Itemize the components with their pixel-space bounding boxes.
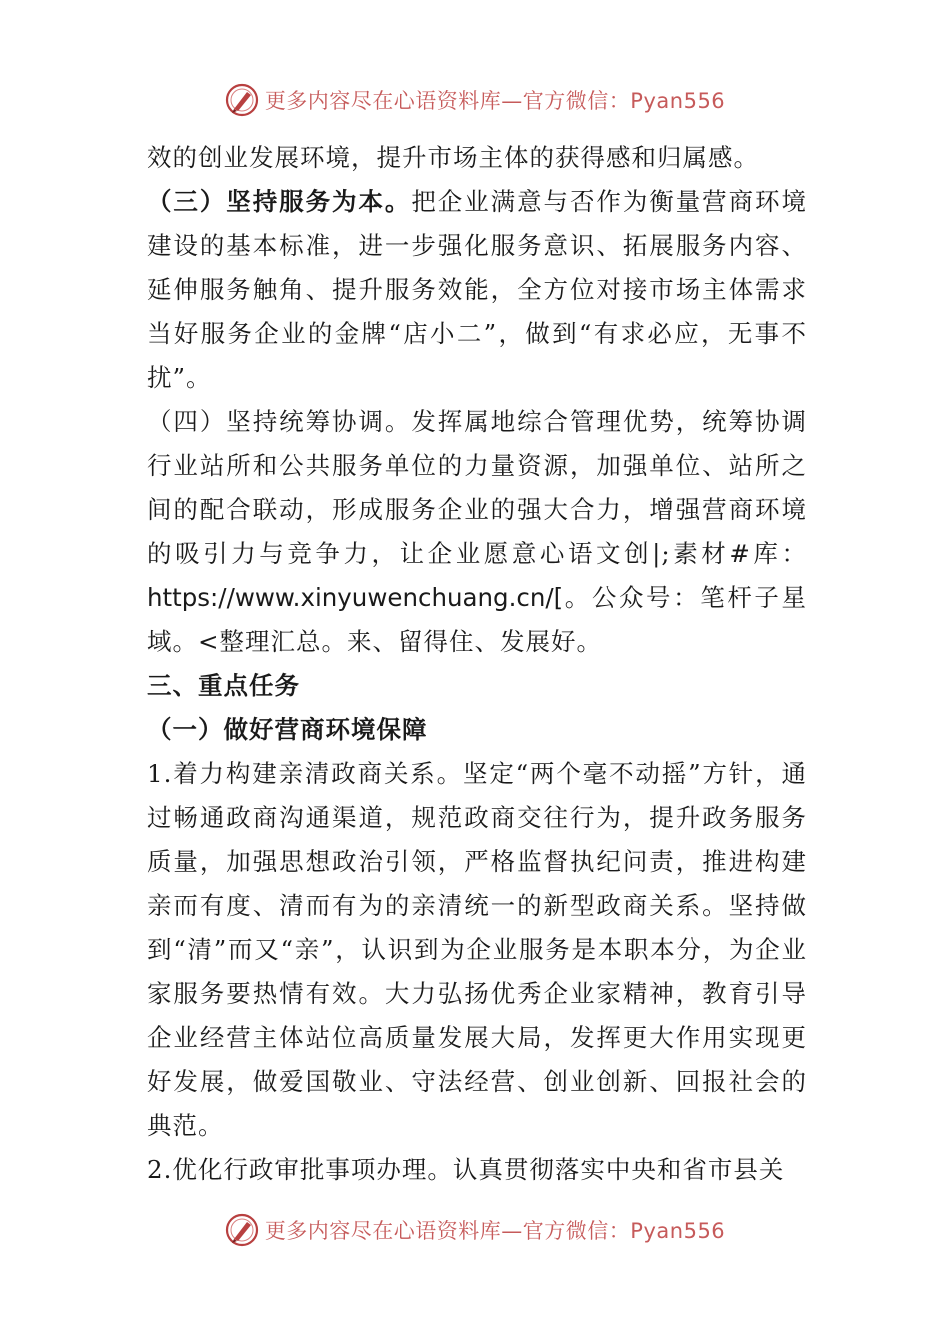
footer-watermark [0, 1210, 950, 1250]
subsection-heading: （一）做好营商环境保障 [147, 715, 428, 744]
url-text: https://www.xinyuwenchuang.cn/[ [147, 583, 564, 612]
paragraph: 效的创业发展环境，提升市场主体的获得感和归属感。 [147, 143, 759, 172]
paragraph-text: 把企业满意与否作为衡量营商环境建设的基本标准，进一步强化服务意识、拓展服务内容、延伸服务触角、提升服务效能，全方位对接市场主体需求当好服务企业的金牌“店小二”，做到“有求必应，无事不扰”。 [147, 187, 807, 392]
paragraph [147, 180, 807, 400]
paragraph: 1.着力构建亲清政商关系。坚定“两个毫不动摇”方针，通过畅通政商沟通渠道，规范政商交往行为，提升政务服务质量，加强思想政治引领，严格监督执纪问责，推进构建亲而有度、清而有为的亲清统一的新型政商关系。坚持做到“清”而又“亲”，认识到为企业服务是本职本分，为企业家服务要热情有效。大力弘扬优秀企业家精神，教育引导企业经营主体站位高质量发展大局，发挥更大作用实现更好发展，做爱国敬业、守法经营、创业创新、回报社会的典范。 [147, 759, 807, 1140]
paragraph-text: （四）坚持统筹协调。发挥属地综合管理优势，统筹协调行业站所和公共服务单位的力量资源，加强单位、站所之间的配合联动，形成服务企业的强大合力，增强营商环境的吸引力与竞争力，让企业愿意心语文创|;素材#库： [147, 407, 807, 568]
header-watermark [0, 80, 950, 120]
section-heading: 三、重点任务 [147, 671, 300, 700]
paragraph: 2.优化行政审批事项办理。认真贯彻落实中央和省市县关 [147, 1155, 785, 1184]
pen-logo-icon [225, 83, 259, 117]
document-body [147, 136, 807, 1192]
watermark-text: 更多内容尽在心语资料库—官方微信：Pyan556 [264, 89, 726, 113]
watermark-text: 更多内容尽在心语资料库—官方微信：Pyan556 [264, 1219, 726, 1243]
pen-logo-icon [225, 1213, 259, 1247]
paragraph [147, 400, 807, 664]
section-title-inline: （三）坚持服务为本。 [147, 187, 412, 216]
paragraph-text: 。公众号：笔杆子星域。<整理汇总。来、留得住、发展好。 [147, 583, 807, 656]
